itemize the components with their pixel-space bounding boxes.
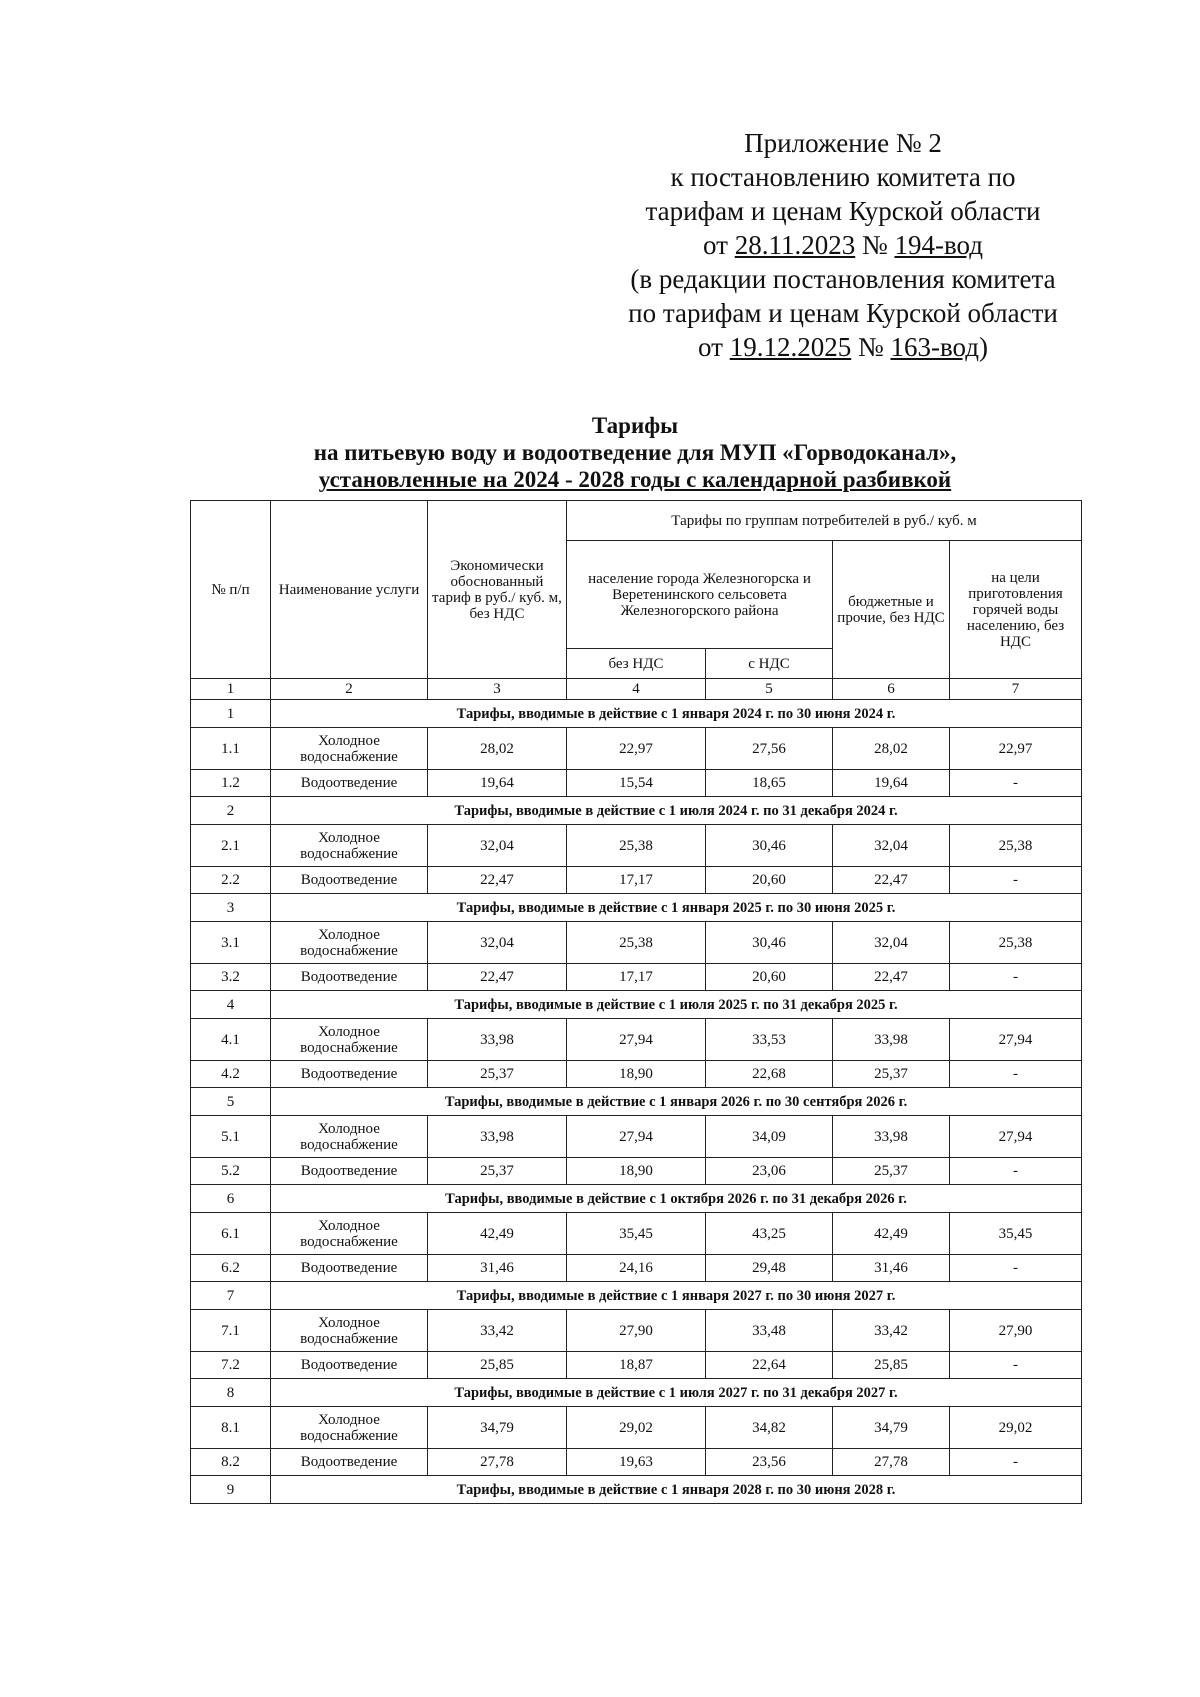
tariff-value: 33,42 (428, 1310, 567, 1352)
table-row (191, 1255, 1082, 1282)
section-row (191, 991, 1082, 1019)
tariff-value: 27,94 (567, 1116, 706, 1158)
tariff-value: 17,17 (567, 867, 706, 894)
resolution-number: 194-вод (894, 230, 983, 260)
tariff-value: - (950, 1255, 1082, 1282)
row-number: 3.1 (191, 922, 271, 964)
section-row (191, 894, 1082, 922)
section-row (191, 1282, 1082, 1310)
column-number: 1 (191, 679, 271, 700)
tariff-value: 31,46 (428, 1255, 567, 1282)
title-line-2: на питьевую воду и водоотведение для МУП «Горводоканал», (313, 440, 957, 465)
section-number: 7 (191, 1282, 271, 1310)
tariff-value: 25,38 (950, 825, 1082, 867)
revision-date: 19.12.2025 (729, 332, 852, 362)
column-number: 2 (271, 679, 428, 700)
row-number: 7.1 (191, 1310, 271, 1352)
section-row (191, 1379, 1082, 1407)
section-number: 4 (191, 991, 271, 1019)
tariff-value: 42,49 (833, 1213, 950, 1255)
table-row (191, 1213, 1082, 1255)
row-number: 3.2 (191, 964, 271, 991)
table-row (191, 770, 1082, 797)
header-with-vat: с НДС (706, 649, 833, 679)
tariff-value: 25,37 (833, 1061, 950, 1088)
table-row (191, 1019, 1082, 1061)
row-number: 7.2 (191, 1352, 271, 1379)
table-row (191, 1352, 1082, 1379)
tariff-value: 27,56 (706, 728, 833, 770)
row-number: 5.2 (191, 1158, 271, 1185)
tariff-value: - (950, 964, 1082, 991)
title-line-1: Тарифы (591, 413, 679, 438)
tariff-value: 32,04 (833, 825, 950, 867)
row-number: 8.1 (191, 1407, 271, 1449)
tariff-value: 28,02 (428, 728, 567, 770)
tariff-value: 42,49 (428, 1213, 567, 1255)
tariff-value: 43,25 (706, 1213, 833, 1255)
tariff-value: 27,90 (567, 1310, 706, 1352)
table-row (191, 1407, 1082, 1449)
table-row (191, 867, 1082, 894)
table-row (191, 964, 1082, 991)
section-title: Тарифы, вводимые в действие с 1 января 2028 г. по 30 июня 2028 г. (271, 1476, 1082, 1504)
section-row (191, 1476, 1082, 1504)
tariff-value: 27,78 (428, 1449, 567, 1476)
tariff-value: - (950, 1352, 1082, 1379)
section-title: Тарифы, вводимые в действие с 1 октября 2026 г. по 31 декабря 2026 г. (271, 1185, 1082, 1213)
tariff-value: 33,98 (833, 1019, 950, 1061)
section-title: Тарифы, вводимые в действие с 1 января 2025 г. по 30 июня 2025 г. (271, 894, 1082, 922)
section-title: Тарифы, вводимые в действие с 1 января 2026 г. по 30 сентября 2026 г. (271, 1088, 1082, 1116)
tariff-value: 19,63 (567, 1449, 706, 1476)
tariff-value: 19,64 (833, 770, 950, 797)
row-number: 6.1 (191, 1213, 271, 1255)
appendix-closing-paren: ) (978, 332, 988, 362)
tariff-value: 18,87 (567, 1352, 706, 1379)
column-number: 6 (833, 679, 950, 700)
tariff-value: 22,47 (428, 964, 567, 991)
section-row (191, 700, 1082, 728)
tariff-value: 34,82 (706, 1407, 833, 1449)
row-number: 2.1 (191, 825, 271, 867)
header-budget: бюджетные и прочие, без НДС (833, 541, 950, 679)
service-name: Водоотведение (271, 1255, 428, 1282)
section-title: Тарифы, вводимые в действие с 1 января 2024 г. по 30 июня 2024 г. (271, 700, 1082, 728)
tariff-value: 25,37 (428, 1158, 567, 1185)
document-title (190, 412, 1080, 493)
title-line-3: установленные на 2024 - 2028 годы с календарной разбивкой (318, 467, 952, 492)
tariff-value: 25,38 (567, 825, 706, 867)
row-number: 8.2 (191, 1449, 271, 1476)
table-row (191, 1061, 1082, 1088)
tariff-value: 22,68 (706, 1061, 833, 1088)
tariff-value: 27,94 (950, 1116, 1082, 1158)
service-name: Водоотведение (271, 1158, 428, 1185)
service-name: Холодное водоснабжение (271, 1019, 428, 1061)
tariff-value: 33,53 (706, 1019, 833, 1061)
header-service: Наименование услуги (271, 501, 428, 679)
service-name: Холодное водоснабжение (271, 1407, 428, 1449)
appendix-line-2: к постановлению комитета по (670, 162, 1016, 192)
section-title: Тарифы, вводимые в действие с 1 июля 2024 г. по 31 декабря 2024 г. (271, 797, 1082, 825)
tariff-value: 18,90 (567, 1158, 706, 1185)
tariff-value: 32,04 (428, 922, 567, 964)
tariff-value: 19,64 (428, 770, 567, 797)
tariff-value: 22,47 (428, 867, 567, 894)
tariff-value: 33,98 (833, 1116, 950, 1158)
tariff-value: 30,46 (706, 922, 833, 964)
table-row (191, 1158, 1082, 1185)
tariff-value: 18,90 (567, 1061, 706, 1088)
tariff-value: 28,02 (833, 728, 950, 770)
service-name: Водоотведение (271, 1352, 428, 1379)
tariff-value: 22,47 (833, 867, 950, 894)
tariff-value: 33,98 (428, 1019, 567, 1061)
tariff-value: 25,85 (833, 1352, 950, 1379)
tariff-value: 18,65 (706, 770, 833, 797)
tariff-value: 22,97 (950, 728, 1082, 770)
section-number: 1 (191, 700, 271, 728)
tariff-value: 32,04 (428, 825, 567, 867)
appendix-line-7 (608, 330, 1078, 364)
tariff-value: - (950, 867, 1082, 894)
appendix-line-4 (608, 228, 1078, 262)
tariff-value: 23,06 (706, 1158, 833, 1185)
table-row (191, 922, 1082, 964)
appendix-line-3: тарифам и ценам Курской области (645, 196, 1041, 226)
section-title: Тарифы, вводимые в действие с 1 июля 2027 г. по 31 декабря 2027 г. (271, 1379, 1082, 1407)
service-name: Холодное водоснабжение (271, 1310, 428, 1352)
tariff-value: 27,94 (950, 1019, 1082, 1061)
revision-number: 163-вод (890, 332, 979, 362)
tariff-value: 34,09 (706, 1116, 833, 1158)
column-number: 4 (567, 679, 706, 700)
service-name: Холодное водоснабжение (271, 728, 428, 770)
section-number: 2 (191, 797, 271, 825)
appendix-number-sign: № (851, 332, 891, 362)
tariff-value: 33,42 (833, 1310, 950, 1352)
appendix-line-1: Приложение № 2 (744, 128, 942, 158)
section-number: 6 (191, 1185, 271, 1213)
appendix-line-5: (в редакции постановления комитета (630, 264, 1056, 294)
appendix-number-sign: № (855, 230, 895, 260)
header-hot-water: на цели приготовления горячей воды населению, без НДС (950, 541, 1082, 679)
section-title: Тарифы, вводимые в действие с 1 января 2027 г. по 30 июня 2027 г. (271, 1282, 1082, 1310)
row-number: 1.1 (191, 728, 271, 770)
appendix-prefix: от (698, 332, 730, 362)
tariff-value: 24,16 (567, 1255, 706, 1282)
tariff-value: 30,46 (706, 825, 833, 867)
section-title: Тарифы, вводимые в действие с 1 июля 2025 г. по 31 декабря 2025 г. (271, 991, 1082, 1019)
service-name: Холодное водоснабжение (271, 825, 428, 867)
tariff-value: 29,02 (950, 1407, 1082, 1449)
section-number: 8 (191, 1379, 271, 1407)
tariff-value: 25,38 (950, 922, 1082, 964)
section-number: 5 (191, 1088, 271, 1116)
tariff-value: 29,02 (567, 1407, 706, 1449)
tariff-value: 35,45 (950, 1213, 1082, 1255)
service-name: Холодное водоснабжение (271, 1116, 428, 1158)
header-without-vat: без НДС (567, 649, 706, 679)
tariff-value: 32,04 (833, 922, 950, 964)
tariff-value: 23,56 (706, 1449, 833, 1476)
tariff-value: 35,45 (567, 1213, 706, 1255)
column-numbers-row (191, 679, 1082, 700)
tariff-value: - (950, 770, 1082, 797)
tariffs-table (190, 500, 1082, 1504)
column-number: 7 (950, 679, 1082, 700)
tariff-value: 25,85 (428, 1352, 567, 1379)
section-number: 3 (191, 894, 271, 922)
service-name: Холодное водоснабжение (271, 1213, 428, 1255)
column-number: 5 (706, 679, 833, 700)
section-row (191, 1185, 1082, 1213)
section-number: 9 (191, 1476, 271, 1504)
header-num: № п/п (191, 501, 271, 679)
tariff-value: 31,46 (833, 1255, 950, 1282)
tariff-value: 17,17 (567, 964, 706, 991)
tariff-value: 25,37 (833, 1158, 950, 1185)
service-name: Водоотведение (271, 964, 428, 991)
column-number: 3 (428, 679, 567, 700)
table-row (191, 1116, 1082, 1158)
service-name: Холодное водоснабжение (271, 922, 428, 964)
tariff-value: 20,60 (706, 964, 833, 991)
tariff-value: 27,90 (950, 1310, 1082, 1352)
row-number: 4.1 (191, 1019, 271, 1061)
service-name: Водоотведение (271, 867, 428, 894)
tariff-value: 20,60 (706, 867, 833, 894)
section-row (191, 797, 1082, 825)
tariff-value: 25,38 (567, 922, 706, 964)
tariff-value: 22,64 (706, 1352, 833, 1379)
table-row (191, 1449, 1082, 1476)
tariff-value: 27,94 (567, 1019, 706, 1061)
tariff-value: 15,54 (567, 770, 706, 797)
tariff-value: 27,78 (833, 1449, 950, 1476)
table-row (191, 825, 1082, 867)
header-economic-tariff: Экономически обоснованный тариф в руб./ куб. м, без НДС (428, 501, 567, 679)
tariff-value: 34,79 (428, 1407, 567, 1449)
tariff-value: 34,79 (833, 1407, 950, 1449)
row-number: 5.1 (191, 1116, 271, 1158)
appendix-header (608, 126, 1078, 364)
header-consumer-groups: Тарифы по группам потребителей в руб./ куб. м (567, 501, 1082, 541)
row-number: 1.2 (191, 770, 271, 797)
appendix-line-6: по тарифам и ценам Курской области (628, 298, 1058, 328)
tariff-value: - (950, 1158, 1082, 1185)
tariff-value: - (950, 1061, 1082, 1088)
service-name: Водоотведение (271, 770, 428, 797)
tariff-value: 29,48 (706, 1255, 833, 1282)
row-number: 2.2 (191, 867, 271, 894)
service-name: Водоотведение (271, 1449, 428, 1476)
resolution-date: 28.11.2023 (734, 230, 856, 260)
tariff-value: 33,48 (706, 1310, 833, 1352)
tariff-value: 25,37 (428, 1061, 567, 1088)
service-name: Водоотведение (271, 1061, 428, 1088)
table-row (191, 1310, 1082, 1352)
row-number: 4.2 (191, 1061, 271, 1088)
header-population: население города Железногорска и Веретенинского сельсовета Железногорского района (567, 541, 833, 649)
tariff-value: - (950, 1449, 1082, 1476)
table-row (191, 728, 1082, 770)
tariff-value: 22,97 (567, 728, 706, 770)
row-number: 6.2 (191, 1255, 271, 1282)
tariff-value: 22,47 (833, 964, 950, 991)
tariff-value: 33,98 (428, 1116, 567, 1158)
appendix-prefix: от (703, 230, 735, 260)
section-row (191, 1088, 1082, 1116)
